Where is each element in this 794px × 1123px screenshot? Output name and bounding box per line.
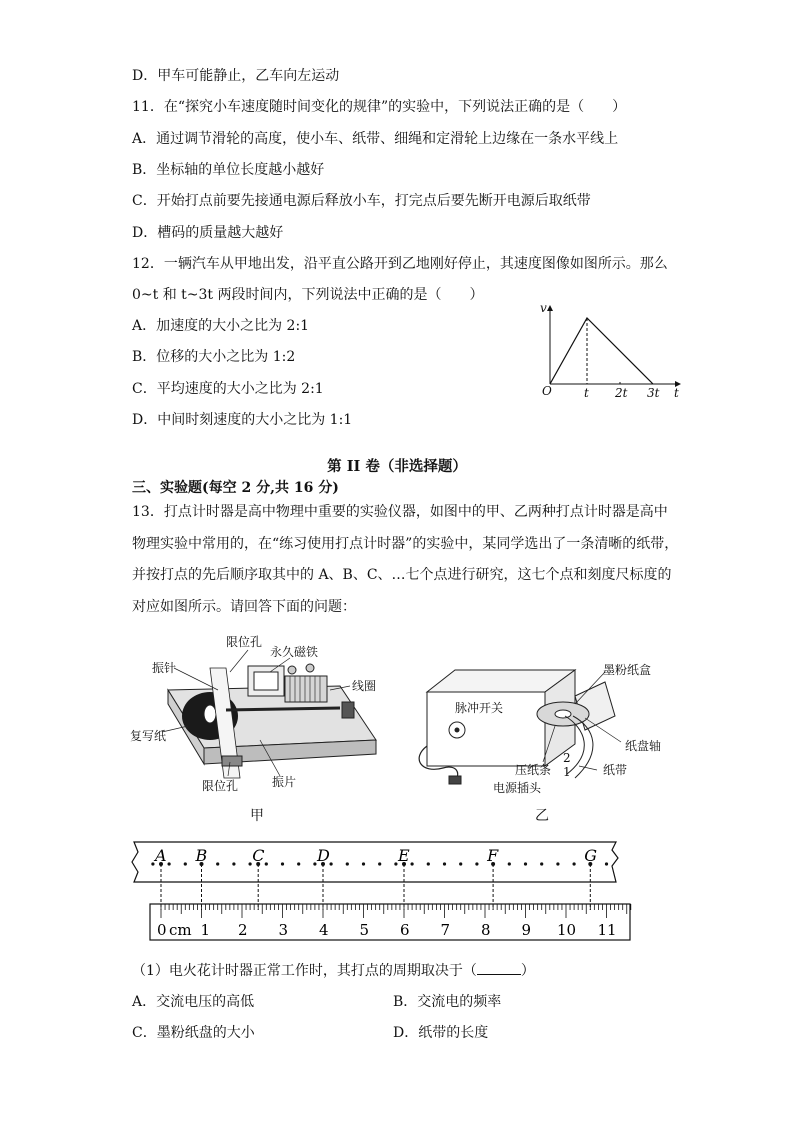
tape-point-b: B — [195, 846, 208, 865]
q13-sub1-stem-post: ） — [520, 963, 535, 979]
ruler-number: 11 — [597, 921, 617, 939]
ruler-number: 1 — [200, 921, 211, 939]
tape-point-d: D — [317, 846, 330, 865]
tape-dot — [232, 862, 235, 865]
v-axis-label: v — [540, 301, 547, 315]
q13-para-line2: 物理实验中常用的，在“练习使用打点计时器”的实验中，某同学选出了一条清晰的纸带， — [132, 536, 679, 552]
label-paper-tape: 纸带 — [603, 763, 628, 777]
tick-t: t — [584, 386, 589, 400]
t-axis-label: t — [674, 386, 679, 400]
origin-label: O — [542, 384, 552, 398]
figure-jia-caption: 甲 — [250, 808, 264, 824]
figure-yi-caption: 乙 — [535, 808, 549, 824]
ruler-number: 10 — [557, 921, 577, 939]
tape-dot — [168, 862, 171, 865]
tape-dot — [184, 862, 187, 865]
tape-dot — [427, 862, 430, 865]
q12-option-d: D．中间时刻速度的大小之比为 1:1 — [132, 412, 353, 428]
tick-3t: 3t — [647, 386, 660, 400]
q12-option-c: C．平均速度的大小之比为 2:1 — [132, 381, 324, 397]
tape-dot — [508, 862, 511, 865]
ruler-number: 7 — [440, 921, 451, 939]
figure-yi-spark-timer — [415, 656, 695, 798]
q11-option-c: C．开始打点前要先接通电源后释放小车，打完点后要先断开电源后取纸带 — [132, 193, 591, 209]
ruler-number: 2 — [238, 921, 248, 939]
tape-dot — [297, 862, 300, 865]
ruler-number: 9 — [521, 921, 532, 939]
tape-dot — [524, 862, 527, 865]
label-limit-hole-bottom: 限位孔 — [202, 779, 239, 793]
q12-stem-line1: 12．一辆汽车从甲地出发，沿平直公路开到乙地刚好停止，其速度图像如图所示。那么 — [132, 256, 668, 272]
tape-dot — [378, 862, 381, 865]
tape-point-g: G — [584, 846, 598, 865]
q12-option-b: B．位移的大小之比为 1:2 — [132, 349, 296, 365]
tape-point-c: C — [252, 846, 265, 865]
tape-dot — [346, 862, 349, 865]
q13-sub1-option-c: C．墨粉纸盘的大小 — [132, 1025, 255, 1041]
label-power-plug: 电源插头 — [493, 781, 542, 795]
ruler-number: 3 — [278, 921, 289, 939]
q13-sub1-option-b: B．交流电的频率 — [393, 994, 502, 1010]
ruler-zero: 0 — [157, 921, 167, 939]
tape-dot — [281, 862, 284, 865]
tape-dot — [573, 862, 576, 865]
figure-jia-electromagnetic-timer — [130, 628, 390, 798]
label-tape-num-1: 1 — [563, 765, 571, 779]
tape-point-a: A — [155, 846, 167, 865]
tape-dot — [540, 862, 543, 865]
q13-sub1-option-d: D．纸带的长度 — [393, 1025, 489, 1041]
label-vibrating-plate: 振片 — [272, 775, 297, 789]
q11-option-d: D．槽码的质量越大越好 — [132, 225, 284, 241]
tape-dot — [556, 862, 559, 865]
label-tape-num-2: 2 — [563, 751, 571, 765]
tape-dot — [605, 862, 608, 865]
q11-stem: 11．在“探究小车速度随时间变化的规律”的实验中，下列说法正确的是（ ） — [132, 99, 627, 115]
label-carbon-paper: 复写纸 — [130, 729, 167, 743]
label-vibrating-needle: 振针 — [152, 661, 177, 675]
tape-dot — [330, 862, 333, 865]
label-pulse-switch: 脉冲开关 — [455, 701, 504, 715]
q10-option-d: D．甲车可能静止，乙车向左运动 — [132, 68, 340, 84]
ruler-number: 5 — [359, 921, 370, 939]
tape-dot — [443, 862, 446, 865]
q13-para-line4: 对应如图所示。请回答下面的问题： — [132, 599, 356, 615]
q13-sub1-stem-pre: （1）电火花计时器正常工作时，其打点的周期取决于（ — [132, 963, 477, 979]
q13-para-line1: 13．打点计时器是高中物理中重要的实验仪器，如图中的甲、乙两种打点计时器是高中 — [132, 504, 668, 520]
tape-dot — [362, 862, 365, 865]
velocity-line — [550, 318, 653, 384]
ruler-number: 8 — [481, 921, 491, 939]
tape-point-e: E — [398, 846, 410, 865]
tick-2t: 2t — [615, 386, 628, 400]
ruler-number: 6 — [400, 921, 410, 939]
ruler-unit: cm — [169, 921, 192, 939]
tape-dot — [475, 862, 478, 865]
label-paper-disc-axle: 纸盘轴 — [625, 739, 662, 753]
velocity-time-graph — [535, 300, 685, 402]
label-paper-press: 压纸条 — [515, 763, 552, 777]
q11-option-a: A．通过调节滑轮的高度，使小车、纸带、细绳和定滑轮上边缘在一条水平线上 — [132, 131, 619, 147]
label-permanent-magnet: 永久磁铁 — [270, 645, 319, 659]
q12-option-a: A．加速度的大小之比为 2:1 — [132, 318, 310, 334]
q13-sub1-stem — [132, 960, 535, 981]
section-title: 三、实验题(每空 2 分,共 16 分) — [132, 480, 339, 496]
tape-dot — [411, 862, 414, 865]
answer-blank[interactable] — [477, 960, 521, 975]
tape-and-ruler-figure — [128, 838, 636, 944]
tape-point-f: F — [487, 846, 499, 865]
q12-stem-line2: 0~t 和 t~3t 两段时间内，下列说法中正确的是（ ） — [132, 287, 484, 303]
q13-sub1-option-a: A．交流电压的高低 — [132, 994, 255, 1010]
label-toner-box: 墨粉纸盒 — [603, 663, 652, 677]
ruler-number: 4 — [319, 921, 329, 939]
tape-dot — [216, 862, 219, 865]
part2-title: 第 II 卷（非选择题） — [327, 458, 467, 475]
tape-dot — [459, 862, 462, 865]
label-limit-hole-top: 限位孔 — [226, 635, 263, 649]
label-coil: 线圈 — [352, 679, 377, 693]
q11-option-b: B．坐标轴的单位长度越小越好 — [132, 162, 325, 178]
q13-para-line3: 并按打点的先后顺序取其中的 A、B、C、…七个点进行研究，这七个点和刻度尺标度的 — [132, 567, 672, 583]
tape-dot — [265, 862, 268, 865]
